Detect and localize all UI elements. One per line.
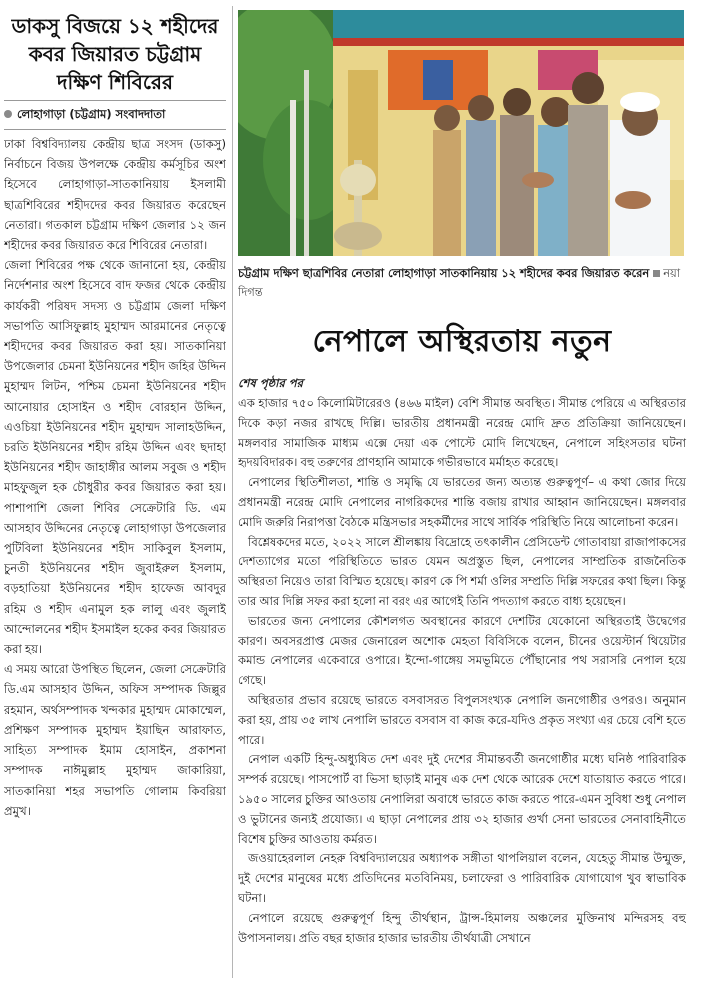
left-paragraph-2: জেলা শিবিরের পক্ষ থেকে জানানো হয়, কেন্দ্রীয় নির্দেশনার অংশ হিসেবে বাদ ফজর থেকে কেন্দ্রীয় কার্যকরী পরিষদ সদস্য ও চট্টগ্রাম জেলা দক্ষিণ সভাপতি আসিফুল্লাহ মুহাম্মদ আরমানের নেতৃত্বে শহীদদের কবর জিয়ারত করা হয়। সাতকানিয়া উপজেলার চেমনা ইউনিয়নের শহীদ জহির উদ্দিন মুহাম্মদ লিটন, পশ্চিম চেমনা ইউনিয়নের শহীদ আনোয়ার হোসাইন ও শহীদ বোরহান উদ্দিন, এওচিয়া ইউনিয়নের শহীদ মুহাম্মদ সালাহউদ্দিন, চরতি ইউনিয়নের শহীদ রহিম উদ্দিন এবং ছদাহা ইউনিয়নের শহীদ জাহাঙ্গীর আলম সবুজ ও শহীদ মাহফুজুল হক চৌধুরীর কবর জিয়ারত করা হয়। পাশাপাশি জেলা শিবির সেক্রেটারি ডি. এম আসহাব উদ্দিনের নেতৃত্বে লোহাগাড়া উপজেলার পুটিবিলা ইউনিয়নের শহীদ সাকিবুল ইসলাম, চুনতী ইউনিয়নের শহীদ জুবাইরুল ইসলাম, বড়হাতিয়া ইউনিয়নের শহীদ হাফেজ আবদুর রহিম ও শহীদ এনামুল হক লালু এবং জুলাই আন্দোলনের শহীদ ইসমাইল হকের কবর জিয়ারত করা হয়। bbox=[4, 258, 226, 657]
right-paragraph-7: জওয়াহেরলাল নেহরু বিশ্ববিদ্যালয়ের অধ্যাপক সঙ্গীতা থাপলিয়াল বলেন, যেহেতু সীমান্ত উন্মুক্ত, দুই দেশের মানুষের মধ্যে প্রতিদিনের মতবিনিময়, চলাফেরা ও পারিবারিক যোগাযোগ খুব স্বাভাবিক ঘটনা। bbox=[238, 851, 686, 905]
left-headline bbox=[4, 12, 226, 96]
photo-illustration bbox=[238, 10, 684, 256]
left-article-body bbox=[4, 134, 226, 821]
right-column bbox=[238, 10, 696, 980]
right-paragraph-8: নেপালে রয়েছে গুরুত্বপূর্ণ হিন্দু তীর্থস্থান, ট্রান্স-হিমালয় অঞ্চলের মুক্তিনাথ মন্দিরসহ বহু উপাসনালয়। প্রতি বছর হাজার হাজার ভারতীয় তীর্থযাত্রী সেখানে bbox=[238, 910, 686, 945]
right-article-body bbox=[238, 394, 696, 948]
byline-text: লোহাগাড়া (চট্টগ্রাম) সংবাদদাতা bbox=[17, 107, 166, 121]
right-paragraph-4: ভারতের জন্য নেপালের কৌশলগত অবস্থানের কারণে দেশটির যেকোনো অস্থিরতাই উদ্বেগের কারণ। অবসরপ্রাপ্ত মেজর জেনারেল অশোক মেহতা বিবিসিকে বলেন, চীনের ওয়েস্টার্ন থিয়েটার কমান্ড নেপালের একেবারে ওপারে। ইন্দো-গাঙ্গেয় সমভূমিতে পৌঁছানোর পথ সরাসরি নেপাল হয়ে গেছে। bbox=[238, 613, 686, 688]
photo-credit: নয়া দিগন্ত bbox=[238, 266, 680, 299]
right-paragraph-3: বিশ্লেষকদের মতে, ২০২২ সালে শ্রীলঙ্কায় বিদ্রোহে তৎকালীন প্রেসিডেন্ট গোতাবায়া রাজাপাকসের দেশত্যাগের মতো পরিস্থিতিতে ভারত যেমন অপ্রস্তুত ছিল, নেপালের সাম্প্রতিক রাজনৈতিক অস্থিরতা নিয়েও তারা বিস্মিত হয়েছে। কারণ কে পি শর্মা ওলির সম্প্রতি দিল্লি সফরের কথা ছিল। কিন্তু তার আর দিল্লি সফর করা হলো না বরং এর আগেই তিনি পদত্যাগ করতে বাধ্য হয়েছেন। bbox=[238, 534, 686, 608]
left-headline-divider bbox=[4, 100, 226, 101]
right-headline: নেপালে অস্থিরতায় নতুন bbox=[312, 324, 612, 359]
photo-caption bbox=[238, 264, 686, 302]
square-bullet-icon bbox=[653, 270, 660, 277]
news-photo bbox=[238, 10, 684, 256]
right-paragraph-2: নেপালের স্থিতিশীলতা, শান্তি ও সমৃদ্ধি যে ভারতের জন্য অত্যন্ত গুরুত্বপূর্ণ– এ কথা জোর দিয়ে প্রধানমন্ত্রী নরেন্দ্র মোদি নেপালের নাগরিকদের শান্তি বজায় রাখার আহ্বান জানিয়েছেন। মঙ্গলবার মোদি জরুরি নিরাপত্তা বৈঠকে মন্ত্রিসভার সহকর্মীদের সাথে সার্বিক পরিস্থিতি নিয়ে আলোচনা করেন। bbox=[238, 475, 686, 529]
byline bbox=[4, 105, 226, 123]
column-divider bbox=[232, 6, 233, 978]
right-paragraph-5: অস্থিরতার প্রভাব রয়েছে ভারতে বসবাসরত বিপুলসংখ্যক নেপালি জনগোষ্ঠীর ওপরও। অনুমান করা হয়, প্রায় ৩৫ লাখ নেপালি ভারতে বসবাস বা কাজ করে-যদিও প্রকৃত সংখ্যা এর চেয়ে বেশি হতে পারে। bbox=[238, 692, 686, 747]
left-article bbox=[4, 4, 226, 980]
continued-label: শেষ পৃষ্ঠার পর bbox=[238, 376, 303, 390]
left-paragraph-3: এ সময় আরো উপস্থিত ছিলেন, জেলা সেক্রেটারি ডি.এম আসহাব উদ্দিন, অফিস সম্পাদক জিল্লুর রহমান, অর্থসম্পাদক খন্দকার মুহাম্মদ মোকাম্মেল, প্রশিক্ষণ সম্পাদক মুহাম্মদ ইয়াছিন আরাফাত, সাহিত্য সম্পাদক ইমাম হোসাইন, প্রকাশনা সম্পাদক নাঈমুল্লাহ মুহাম্মদ জাকারিয়া, সাতকানিয়া শহর সভাপতি গোলাম কিবরিয়া প্রমুখ। bbox=[4, 662, 226, 818]
left-headline-line-2: কবর জিয়ারত চট্টগ্রাম bbox=[28, 42, 202, 66]
left-headline-line-1: ডাকসু বিজয়ে ১২ শহীদের bbox=[11, 14, 219, 38]
caption-text: চট্টগ্রাম দক্ষিণ ছাত্রশিবির নেতারা লোহাগাড়া সাতকানিয়ায় ১২ শহীদের কবর জিয়ারত করেন bbox=[238, 266, 650, 280]
bullet-dot-icon bbox=[4, 110, 12, 118]
left-headline-line-3: দক্ষিণ শিবিরের bbox=[57, 70, 173, 94]
right-paragraph-6: নেপাল একটি হিন্দু-অধ্যুষিত দেশ এবং দুই দেশের সীমান্তবর্তী জনগোষ্ঠীর মধ্যে ঘনিষ্ঠ পারিবারিক সম্পর্ক রয়েছে। পাসপোর্ট বা ভিসা ছাড়াই মানুষ এক দেশ থেকে আরেক দেশে যাতায়াত করতে পারে। ১৯৫০ সালের চুক্তির আওতায় নেপালিরা অবাধে ভারতে কাজ করতে পারে-এমন সুবিধা শুধু নেপাল ও ভুটানের জন্যই প্রযোজ্য। এ ছাড়া নেপালের প্রায় ৩২ হাজার গুর্খা সেনা ভারতের সেনাবাহিনীতে বিশেষ চুক্তির আওতায় কর্মরত। bbox=[238, 752, 686, 846]
byline-divider bbox=[4, 129, 226, 130]
left-paragraph-1: ঢাকা বিশ্ববিদ্যালয় কেন্দ্রীয় ছাত্র সংসদ (ডাকসু) নির্বাচনে বিজয় উপলক্ষে কেন্দ্রীয় কর্মসূচির অংশ হিসেবে লোহাগাড়া-সাতকানিয়ায় ইসলামী ছাত্রশিবিরের শহীদদের কবর জিয়ারত করেছেন নেতারা। গতকাল চট্টগ্রাম দক্ষিণ জেলার ১২ জন শহীদের কবর জিয়ারত করে শিবিরের নেতারা। bbox=[4, 137, 226, 253]
right-paragraph-1: এক হাজার ৭৫০ কিলোমিটারেরও (৪৬৬ মাইল) বেশি সীমান্ত অবস্থিত। সীমান্ত পেরিয়ে এ অস্থিরতার দিকে কড়া নজর রাখছে দিল্লি। ভারতীয় প্রধানমন্ত্রী নরেন্দ্র মোদি দ্রুত প্রতিক্রিয়া জানিয়েছেন। মঙ্গলবার সামাজিক মাধ্যম এক্সে দেয়া এক পোস্টে মোদি লিখেছেন, নেপালে সহিংসতার ঘটনা হৃদয়বিদারক। বহু তরুণের প্রাণহানি আমাকে গভীরভাবে মর্মাহত করেছে। bbox=[238, 396, 686, 470]
